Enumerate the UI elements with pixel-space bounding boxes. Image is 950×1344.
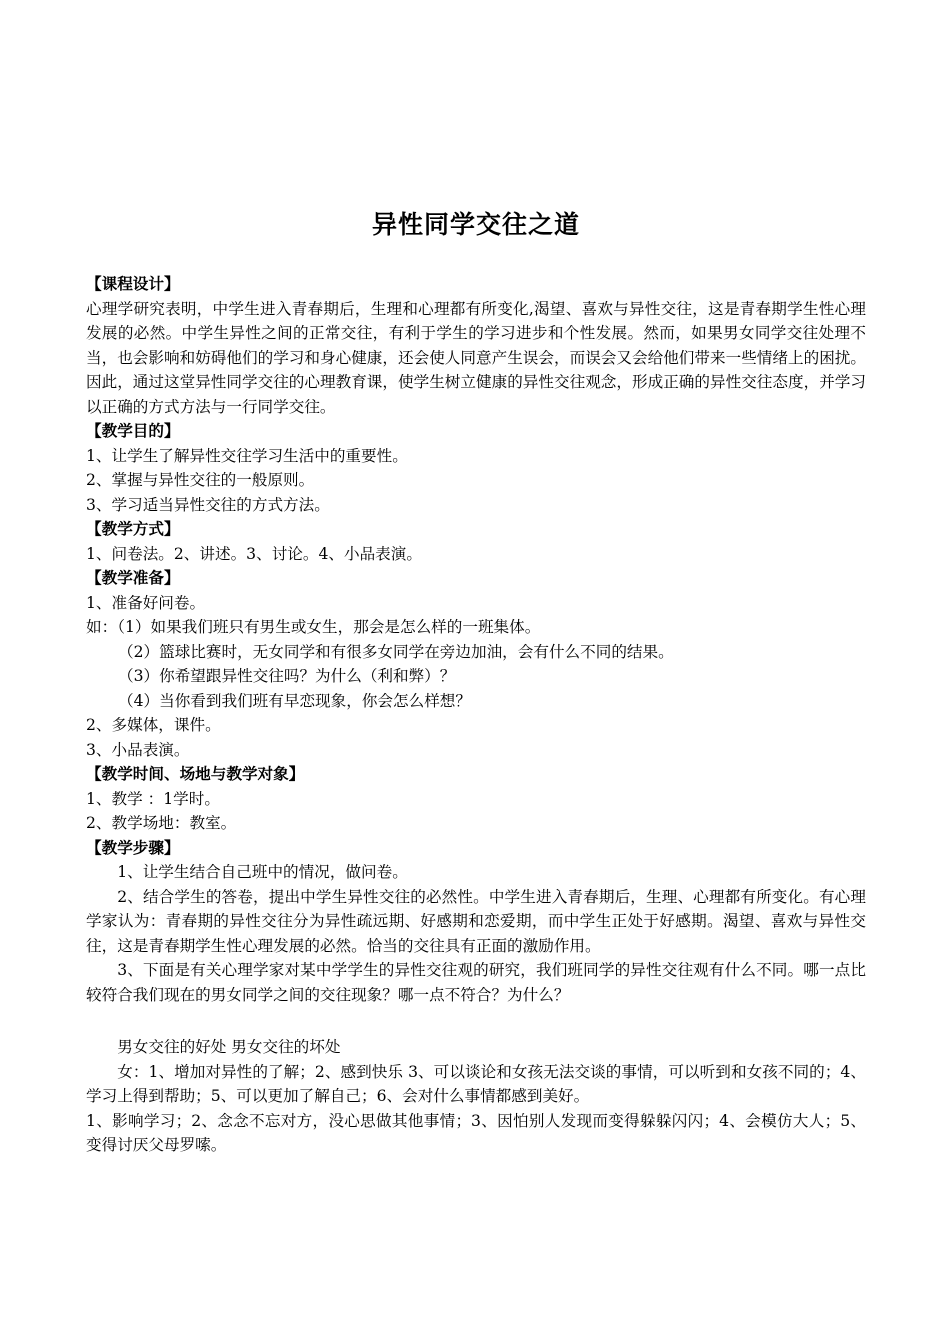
document-body <box>86 272 866 1158</box>
spacer <box>86 1007 866 1035</box>
prep-question-1: 如：（1）如果我们班只有男生或女生，那会是怎么样的一班集体。 <box>86 618 541 636</box>
goal-item-2: 2、掌握与异性交往的一般原则。 <box>86 471 315 489</box>
section-heading-design: 【课程设计】 <box>86 275 180 293</box>
section-heading-time: 【教学时间、场地与教学对象】 <box>86 765 305 783</box>
female-cons: 1、影响学习；2、念念不忘对方，没心思做其他事情；3、因怕别人发现而变得躲躲闪闪；4、会模仿大人；5、变得讨厌父母罗嗦。 <box>86 1111 866 1154</box>
prep-question-4: （4）当你看到我们班有早恋现象，你会怎么样想？ <box>118 691 471 710</box>
prep-question-3: （3）你希望跟异性交往吗？为什么（利和弊）？ <box>118 667 456 685</box>
prep-item-1: 1、准备好问卷。 <box>86 593 206 612</box>
section-heading-steps: 【教学步骤】 <box>86 838 180 857</box>
time-item-2: 2、教学场地：教室。 <box>86 814 237 832</box>
goal-item-3: 3、学习适当异性交往的方式方法。 <box>86 495 330 514</box>
prep-question-2: （2）篮球比赛时，无女同学和有很多女同学在旁边加油，会有什么不同的结果。 <box>118 642 674 661</box>
prep-item-2: 2、多媒体，课件。 <box>86 716 221 734</box>
section-heading-methods: 【教学方式】 <box>86 520 180 538</box>
design-paragraph: 心理学研究表明，中学生进入青春期后，生理和心理都有所变化,渴望、喜欢与异性交往，这是青春期学生性心理发展的必然。中学生异性之间的正常交往，有利于学生的学习进步和个性发展。然而，如果男女同学交往处理不当，也会影响和妨碍他们的学习和身心健康，还会使人同意产生误会，而误会又会给他们带来一些情绪上的困扰。因此，通过这堂异性同学交往的心理教育课，使学生树立健康的异性交往观念，形成正确的异性交往态度，并学习以正确的方式方法与一行同学交往。 <box>86 299 866 416</box>
female-pros: 女：1、增加对异性的了解；2、感到快乐 3、可以谈论和女孩无法交谈的事情，可以听到和女孩不同的；4、学习上得到帮助；5、可以更加了解自己；6、会对什么事情都感到美好。 <box>86 1062 866 1105</box>
step-2: 2、结合学生的答卷，提出中学生异性交往的必然性。中学生进入青春期后，生理、心理都有所变化。有心理学家认为：青春期的异性交往分为异性疏远期、好感期和恋爱期，而中学生正处于好感期。渴望、喜欢与异性交往，这是青春期学生性心理发展的必然。恰当的交往具有正面的激励作用。 <box>86 887 866 955</box>
pros-cons-header: 男女交往的好处 男女交往的坏处 <box>117 1038 341 1056</box>
section-heading-prep: 【教学准备】 <box>86 569 180 587</box>
methods-line: 1、问卷法。2、讲述。3、讨论。4、小品表演。 <box>86 544 422 563</box>
section-heading-goals: 【教学目的】 <box>86 422 180 440</box>
step-3: 3、下面是有关心理学家对某中学学生的异性交往观的研究，我们班同学的异性交往观有什么不同。哪一点比较符合我们现在的男女同学之间的交往现象？哪一点不符合？为什么？ <box>86 961 866 1004</box>
page-title: 异性同学交往之道 <box>371 210 580 239</box>
goal-item-1: 1、让学生了解异性交往学习生活中的重要性。 <box>86 446 408 465</box>
step-1: 1、让学生结合自己班中的情况，做问卷。 <box>117 863 408 881</box>
time-item-1: 1、教学 ：1学时。 <box>86 789 220 808</box>
prep-item-3: 3、小品表演。 <box>86 740 190 759</box>
